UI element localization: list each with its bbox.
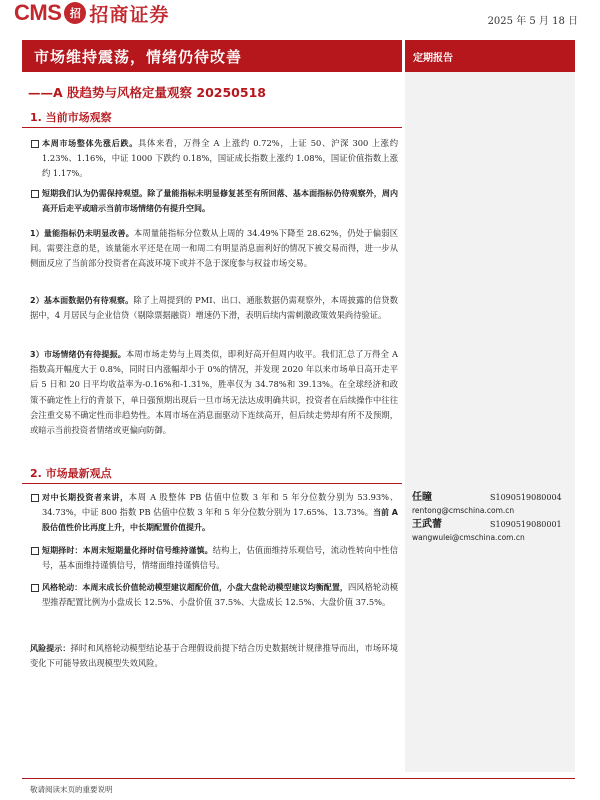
bold-lead: 本周市场整体先涨后跌。 bbox=[42, 139, 138, 148]
body-text: 本周量能指标分位数从上周的 34.49%下降至 28.62%，仍处于偏弱区间。需要注意的是，该量能水平还是在周一和周二有明显消息面利好的情况下被交易而得，进一步从侧面反应了当前部分投资者在高波环境下或并不急于深度参与权益市场交易。 bbox=[30, 228, 398, 269]
report-title: 市场维持震荡，情绪仍待改善 bbox=[34, 47, 243, 66]
bold-lead: 风格轮动： bbox=[42, 583, 83, 592]
risk-label: 风险提示： bbox=[30, 644, 71, 653]
section-heading-latest-views: 2. 市场最新观点 bbox=[22, 466, 402, 484]
analyst-license: S1090519080004 bbox=[490, 493, 562, 502]
analyst-license: S1090519080001 bbox=[490, 520, 562, 529]
bold-lead: 3）市场情绪仍有待提振。 bbox=[30, 350, 126, 359]
analyst-name: 王武蕾 bbox=[412, 519, 442, 530]
body-text: 四风格轮动模型推荐配置比例为小盘成长 12.5%、小盘价值 37.5%、大盘成长 12.5%、大盘价值 37.5%。 bbox=[42, 582, 398, 608]
analyst-email[interactable]: rentong@cmschina.com.cn bbox=[412, 506, 515, 515]
paragraph-risk-warning bbox=[30, 641, 398, 671]
paragraph-volume-indicator bbox=[30, 226, 398, 272]
bold-conclusion: 当前 A 股估值性价比再度上升，中长期配置价值提升。 bbox=[42, 508, 398, 533]
section-heading-market-observation: 1. 当前市场观察 bbox=[22, 110, 402, 128]
paragraph-long-term-investors bbox=[30, 490, 398, 536]
risk-text: 择时和风格轮动模型结论基于合理假设前提下结合历史数据统计规律推导而出，市场环境变化下可能导致出现模型失效风险。 bbox=[30, 643, 398, 669]
footer-disclaimer: 敬请阅读末页的重要说明 bbox=[30, 785, 113, 794]
bold-lead: 短期我们认为仍需保持观望。除了量能指标未明显修复甚至有所回落、基本面指标仍待观察外，周内高开后走平或暗示当前市场情绪仍有提升空间。 bbox=[42, 189, 398, 214]
body-text: 具体来看，万得全 A 上涨约 0.72%，上证 50、沪深 300 上涨约 1.23%、1.16%，中证 1000 下跌约 0.18%，国证成长指数上涨约 1.08%，国证价值指数上涨约 1.17%。 bbox=[42, 138, 399, 179]
side-panel bbox=[405, 72, 575, 772]
bold-recommendation: 本周末成长价值轮动模型建议超配价值，小盘大盘轮动模型建议均衡配置， bbox=[82, 583, 348, 592]
footer-divider bbox=[22, 778, 575, 779]
analyst-name: 任瞳 bbox=[412, 492, 432, 503]
bold-lead: 2）基本面数据仍有待观察。 bbox=[30, 296, 134, 305]
report-subtitle: ——A 股趋势与风格定量观察 20250518 bbox=[28, 85, 266, 100]
logo-badge-icon: 招 bbox=[64, 2, 86, 24]
body-text: 本周 A 股整体 PB 估值中位数 3 年和 5 年分位数分别为 53.93%、34.73%，中证 800 指数 PB 估值中位数 3 年和 5 年分位数分别为 17.65%、13.73%。 bbox=[42, 492, 399, 518]
paragraph-short-term-view bbox=[30, 186, 398, 216]
paragraph-sentiment bbox=[30, 347, 398, 438]
body-text: 本周市场走势与上周类似，即利好高开但周内收平。我们汇总了万得全 A 指数高开幅度大于 0.8%，同时日内涨幅却小于 0%的情况，并发现 2020 年以来市场单日高开走平后 5 日和 20 日平均收益率为-0.16%和-1.31%，胜率仅为 34.78%和 39.13%。在全球经济和政策不确定性上行的背景下，单日强预期出现后一旦市场无法达成明确共识，投资者在后续操作中往往会注重交易不确定性而非趋势性。本周市场在消息面驱动下连续高开，但后续走势却有所不及预期，或暗示当前投资者情绪或更偏向防御。 bbox=[30, 349, 398, 436]
bold-lead: 1）量能指标仍未明显改善。 bbox=[30, 229, 134, 238]
report-type-label: 定期报告 bbox=[413, 52, 453, 64]
body-text: 结构上，估值面维持乐观信号，流动性转向中性信号，基本面维持谨慎信号，情绪面维持谨慎信号。 bbox=[42, 545, 398, 571]
paragraph-style-rotation bbox=[30, 580, 398, 610]
logo-cms-text: CMS bbox=[14, 0, 62, 25]
body-text: 除了上周提到的 PMI、出口、通胀数据仍需观察外，本周披露的信贷数据中，4 月居民与企业信贷（剔除票据融资）增速仍下滑，表明后续内需刺激政策效果尚待验证。 bbox=[30, 295, 398, 321]
brand-logo bbox=[14, 0, 169, 26]
analyst-contact-2 bbox=[412, 515, 562, 542]
logo-company-name: 招商证券 bbox=[89, 3, 170, 26]
title-banner bbox=[22, 40, 402, 72]
report-date: 2025 年 5 月 18 日 bbox=[487, 16, 578, 27]
bold-lead: 短期择时：本周末短期量化择时信号维持谨慎。 bbox=[42, 546, 213, 555]
side-banner bbox=[405, 40, 575, 72]
paragraph-market-summary bbox=[30, 136, 398, 182]
analyst-email[interactable]: wangwulei@cmschina.com.cn bbox=[412, 533, 525, 542]
analyst-contact-1 bbox=[412, 488, 562, 515]
paragraph-short-term-timing bbox=[30, 543, 398, 573]
bold-lead: 对中长期投资者来讲， bbox=[42, 493, 129, 502]
paragraph-fundamentals bbox=[30, 293, 398, 323]
